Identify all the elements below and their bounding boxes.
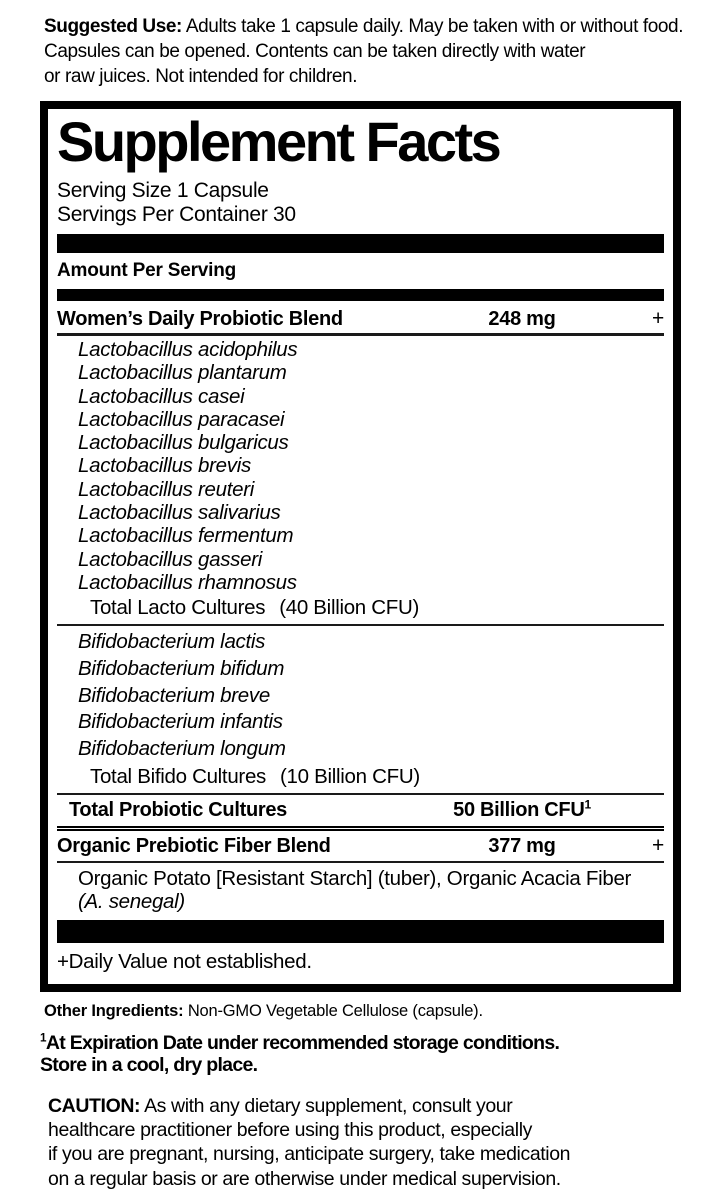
lacto-total-row	[57, 595, 664, 620]
species-item: Bifidobacterium breve	[78, 683, 270, 707]
total-probiotic-label: Total Probiotic Cultures	[69, 798, 287, 821]
footnote-superscript: 1	[584, 797, 591, 812]
bifido-total-value: (10 Billion CFU)	[280, 764, 420, 788]
prebiotic-ingredients-line2: (A. senegal)	[78, 890, 185, 914]
species-item: Bifidobacterium bifidum	[78, 656, 285, 680]
total-probiotic-value: 50 Billion CFU$^1$	[453, 797, 591, 821]
caution-note	[48, 1094, 685, 1191]
separator-bar-bottom	[57, 920, 664, 943]
amount-per-serving-header: Amount Per Serving	[57, 260, 237, 281]
divider-rule-heavy	[57, 826, 664, 831]
suggested-use-line3: or raw juices. Not intended for children.	[44, 66, 358, 87]
lacto-total-label: Total Lacto Cultures	[90, 596, 266, 620]
supplement-label-page	[0, 14, 725, 1188]
storage-note	[40, 1032, 725, 1077]
prebiotic-ingredients	[57, 867, 664, 914]
panel-title: Supplement Facts	[57, 110, 500, 173]
caution-line2: healthcare practitioner before using this product, especially	[48, 1119, 532, 1142]
caution-line1: As with any dietary supplement, consult your	[144, 1094, 513, 1117]
species-item: Lactobacillus rhamnosus	[78, 570, 297, 594]
storage-note-line1: At Expiration Date under recommended storage conditions.	[45, 1031, 560, 1054]
storage-note-superscript: 1	[40, 1031, 46, 1045]
divider-rule	[57, 624, 664, 626]
bifido-species-list	[57, 629, 664, 763]
suggested-use-line1: Adults take 1 capsule daily. May be taken with or without food.	[185, 16, 684, 37]
species-item: Lactobacillus plantarum	[78, 361, 287, 385]
suggested-use-label: Suggested Use:	[44, 16, 182, 37]
other-ingredients-text: Non-GMO Vegetable Cellulose (capsule).	[187, 1001, 483, 1020]
lacto-species-list	[57, 338, 664, 594]
caution-line3: if you are pregnant, nursing, anticipate surgery, take medication	[48, 1143, 571, 1166]
species-item: Lactobacillus paracasei	[78, 407, 285, 431]
other-ingredients-note	[44, 1001, 725, 1021]
bifido-total-row	[57, 764, 664, 789]
servings-per-container: Servings Per Container 30	[57, 202, 296, 226]
species-item: Bifidobacterium lactis	[78, 630, 266, 654]
divider-rule	[57, 861, 664, 863]
species-item: Lactobacillus salivarius	[78, 501, 281, 525]
suggested-use-line2: Capsules can be opened. Contents can be taken directly with water	[44, 41, 586, 62]
separator-bar-top	[57, 234, 664, 253]
probiotic-blend-dv-symbol: +	[652, 307, 664, 330]
prebiotic-blend-dv-symbol: +	[652, 833, 664, 857]
probiotic-blend-amount: 248 mg	[488, 308, 556, 330]
species-item: Lactobacillus gasseri	[78, 547, 262, 571]
caution-line4: on a regular basis or are otherwise under medical supervision.	[48, 1167, 561, 1190]
suggested-use-text	[44, 14, 685, 89]
prebiotic-blend-name: Organic Prebiotic Fiber Blend	[57, 834, 331, 857]
divider-rule	[57, 333, 664, 336]
probiotic-blend-name: Women’s Daily Probiotic Blend	[57, 308, 343, 330]
prebiotic-blend-row	[57, 834, 664, 858]
total-probiotic-row	[57, 798, 664, 822]
species-item: Lactobacillus fermentum	[78, 524, 294, 548]
daily-value-footnote-text: Daily Value not established.	[68, 949, 312, 973]
daily-value-footnote	[57, 950, 664, 974]
separator-bar-mid	[57, 289, 664, 301]
prebiotic-ingredients-line1: Organic Potato [Resistant Starch] (tuber), Organic Acacia Fiber	[78, 866, 632, 890]
probiotic-blend-row	[57, 307, 664, 331]
bifido-total-label: Total Bifido Cultures	[90, 764, 267, 788]
species-item: Lactobacillus bulgaricus	[78, 431, 289, 455]
divider-rule	[57, 793, 664, 795]
species-item: Bifidobacterium infantis	[78, 710, 283, 734]
other-ingredients-label: Other Ingredients:	[44, 1001, 184, 1020]
caution-label: CAUTION:	[48, 1094, 141, 1117]
prebiotic-blend-amount: 377 mg	[488, 834, 556, 857]
daily-value-footnote-symbol: +	[57, 949, 69, 973]
serving-size: Serving Size 1 Capsule	[57, 179, 269, 202]
storage-note-line2: Store in a cool, dry place.	[40, 1054, 258, 1077]
species-item: Lactobacillus acidophilus	[78, 338, 298, 361]
species-item: Lactobacillus reuteri	[78, 477, 255, 501]
species-item: Lactobacillus casei	[78, 384, 245, 408]
species-item: Bifidobacterium longum	[78, 737, 286, 761]
supplement-facts-panel	[40, 101, 681, 992]
lacto-total-value: (40 Billion CFU)	[279, 596, 420, 620]
species-item: Lactobacillus brevis	[78, 454, 251, 478]
